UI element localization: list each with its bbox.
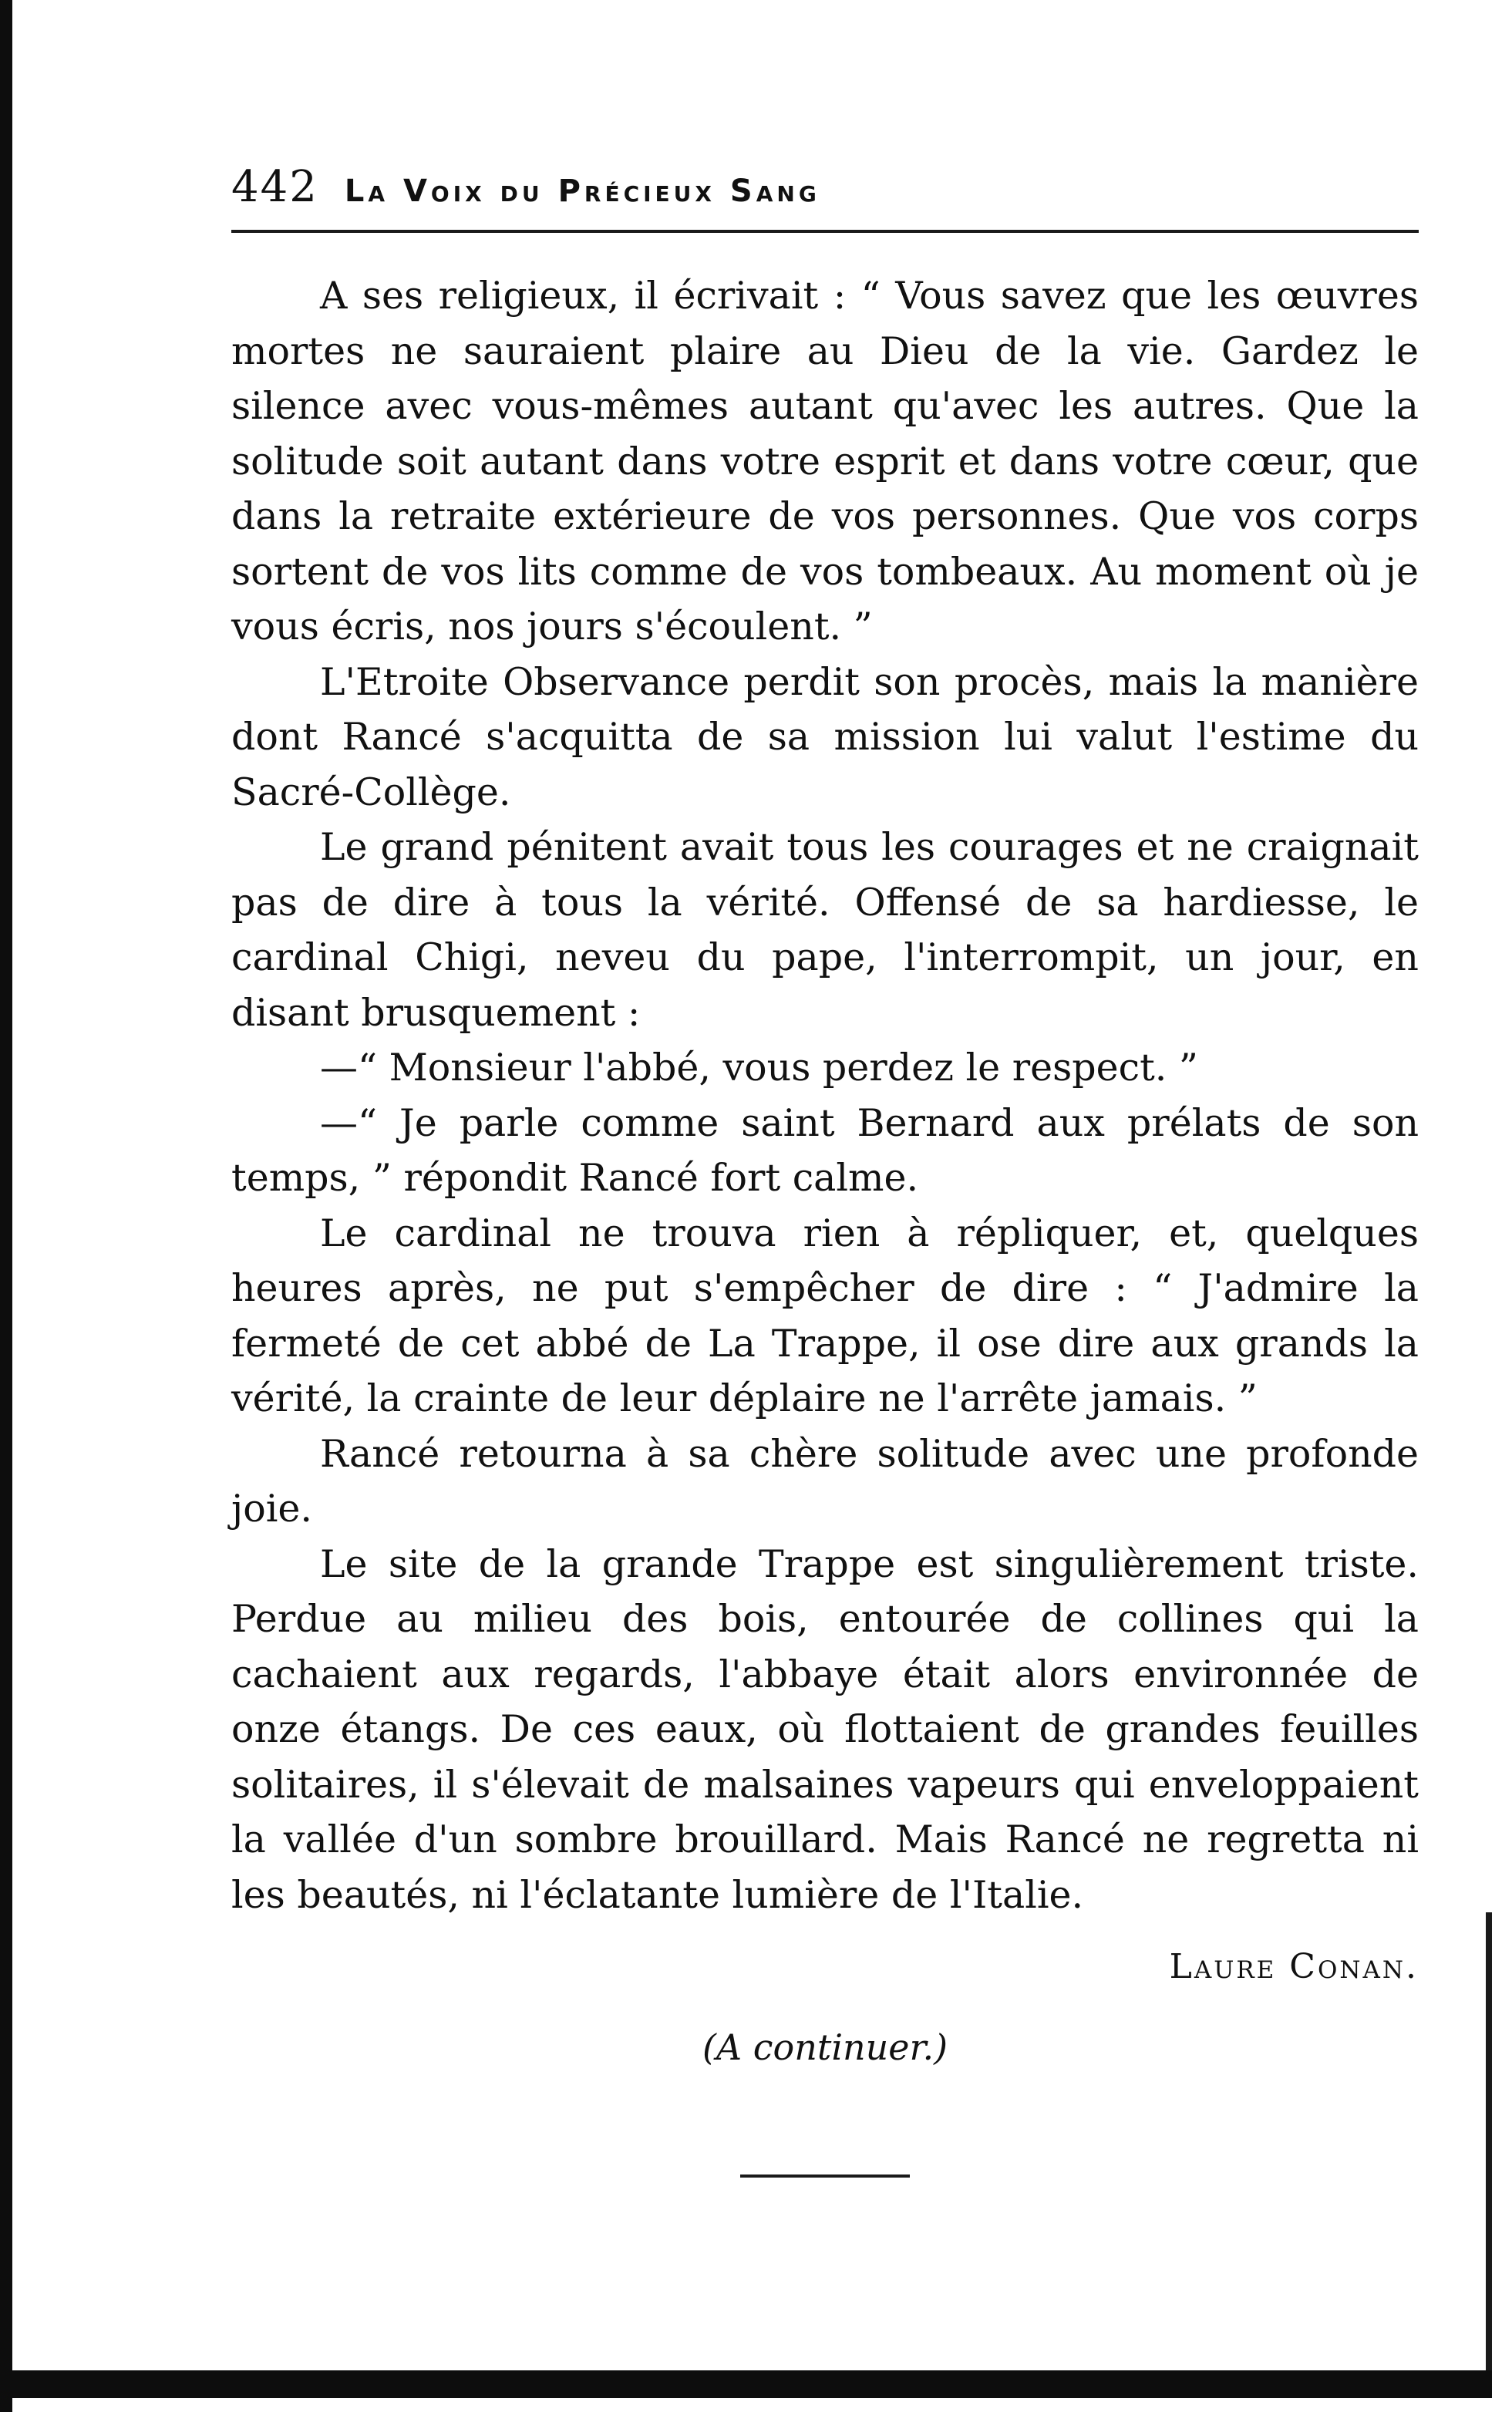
book-page [231,162,1419,2178]
body-text [231,268,1419,1922]
paragraph: Le grand pénitent avait tous les courages et ne craignait pas de dire à tous la vérité. Offensé de sa hardiesse, le cardinal Chigi, neveu du pape, l'interrompit, un jour, en disant brusquement : [231,825,1419,1035]
paragraph: A ses religieux, il écrivait : “ Vous savez que les œuvres mortes ne sauraient plaire au Dieu de la vie. Gardez le silence avec vous-mêmes autant qu'avec les autres. Que la solitude soit autant dans votre esprit et dans votre cœur, que dans la retraite extérieure de vos personnes. Que vos corps sortent de vos lits comme de vos tombeaux. Au moment où je vous écris, nos jours s'écoulent. ” [231,274,1419,648]
running-title: La Voix du Précieux Sang [344,173,820,209]
scan-border-right [1486,1912,1492,2390]
header-rule [231,230,1419,233]
paragraph: Rancé retourna à sa chère solitude avec une profonde joie. [231,1431,1419,1531]
paragraph: Le site de la grande Trappe est singulièrement triste. Perdue au milieu des bois, entourée de collines qui la cachaient aux regards, l'abbaye était alors environnée de onze étangs. De ces eaux, où flottaient de grandes feuilles solitaires, il s'élevait de malsaines vapeurs qui enveloppaient la vallée d'un sombre brouillard. Mais Rancé ne regretta ni les beautés, ni l'éclatante lumière de l'Italie. [231,1541,1419,1917]
end-rule [740,2175,910,2178]
page-number: 442 [231,162,318,212]
author-signature: Laure Conan. [1169,1947,1419,1986]
paragraph: —“ Je parle comme saint Bernard aux prélats de son temps, ” répondit Rancé fort calme. [231,1100,1419,1200]
paragraph: Le cardinal ne trouva rien à répliquer, et, quelques heures après, ne put s'empêcher de dire : “ J'admire la fermeté de cet abbé de La Trappe, il ose dire aux grands la vérité, la crainte de leur déplaire ne l'arrête jamais. ” [231,1211,1419,1420]
scan-border-bottom [12,2370,1492,2398]
paragraph: L'Etroite Observance perdit son procès, mais la manière dont Rancé s'acquitta de sa mission lui valut l'estime du Sacré-Collège. [231,659,1419,814]
continuation-note: (A continuer.) [702,2026,948,2068]
scan-border-left [0,0,12,2412]
paragraph: —“ Monsieur l'abbé, vous perdez le respect. ” [320,1046,1198,1090]
running-head [231,162,1419,227]
